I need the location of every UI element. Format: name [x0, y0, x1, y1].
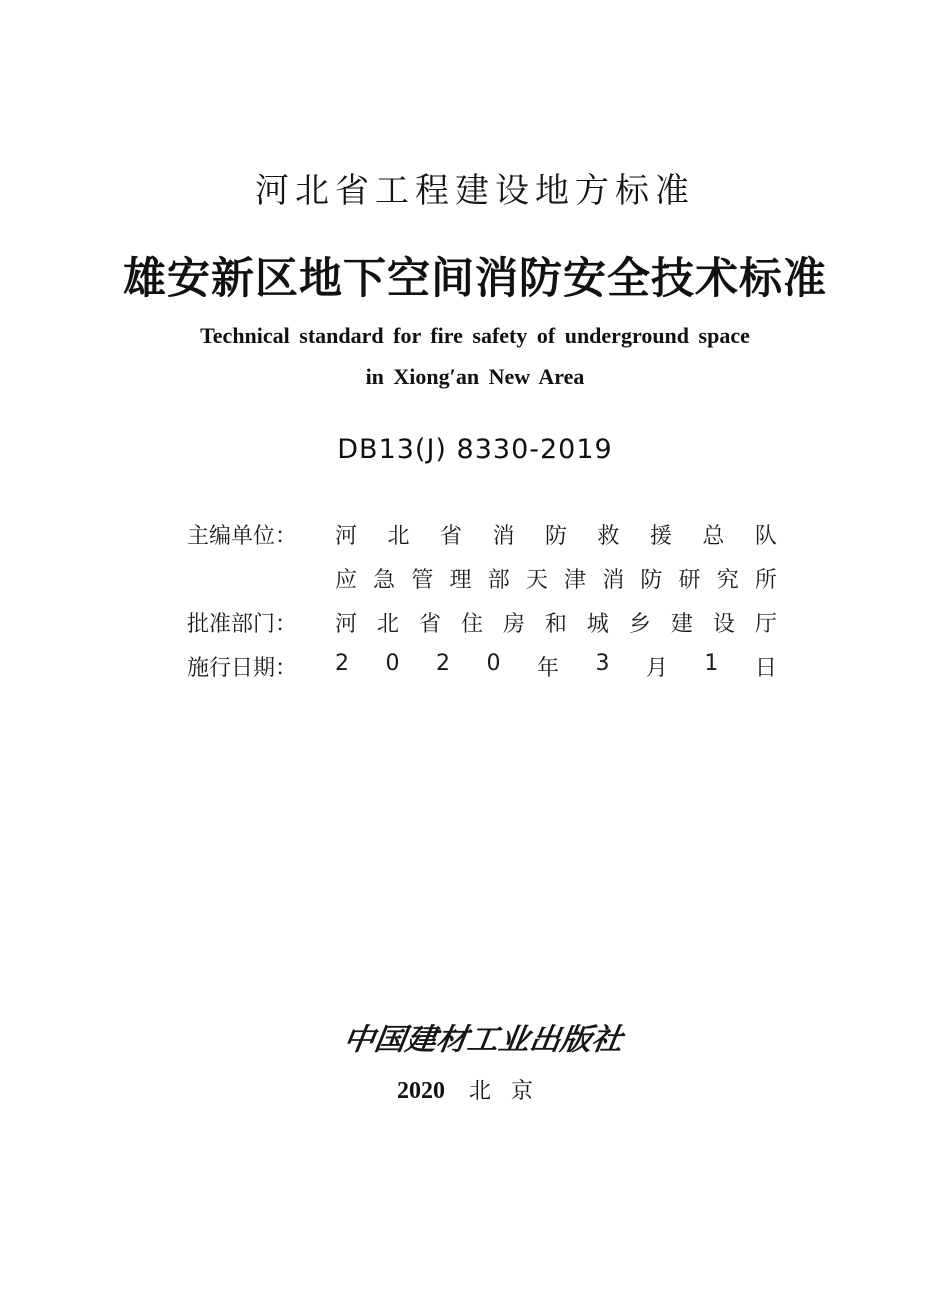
effective-date-value-char: 3	[595, 650, 610, 676]
publisher-logo	[340, 1015, 625, 1057]
editor-organization-1-char: 防	[544, 523, 567, 549]
editor-organization-2-char: 津	[564, 567, 587, 593]
effective-date-value-char: 日	[754, 655, 777, 681]
approval-department-char: 河	[335, 611, 358, 637]
effective-date-value	[335, 651, 777, 682]
approval-department-char: 和	[544, 611, 567, 637]
publication-year: 2020	[396, 1078, 445, 1104]
effective-date-value-char: 年	[536, 655, 559, 681]
approval-department-char: 住	[460, 611, 483, 637]
effective-date-value-char: 2	[335, 650, 349, 676]
series-title: 河北省工程建设地方标准	[255, 171, 695, 211]
publisher-name: 中国建材工业出版社	[340, 1022, 625, 1057]
editor-organization-1-char: 省	[439, 523, 462, 549]
approval-department-char: 建	[670, 611, 693, 637]
standard-code: DB13(J) 8330-2019	[337, 434, 613, 465]
editor-organization-2-char: 研	[678, 567, 701, 593]
approval-department-char: 厅	[754, 611, 777, 637]
approval-row	[187, 600, 787, 644]
approval-department-char: 设	[712, 611, 735, 637]
effective-date-value-char: 1	[704, 650, 719, 676]
editor-organization-1-char: 河	[335, 523, 358, 549]
english-title-line-2: in Xiong′an New Area	[365, 364, 585, 389]
editor-organization-2-char: 消	[602, 567, 625, 593]
editor-organization-1-char: 队	[754, 523, 777, 549]
editor-organization-2-char: 管	[411, 567, 434, 593]
editor-label: 主编单位：	[187, 523, 298, 549]
effective-date-value-char: 月	[645, 655, 668, 681]
editor-organization-1	[335, 519, 777, 550]
editor-organization-2-char: 究	[716, 567, 739, 593]
editor-organization-1-char: 救	[597, 523, 620, 549]
editor-organization-1-char: 北	[387, 523, 410, 549]
approval-department-char: 北	[376, 611, 399, 637]
editor-organization-2-char: 所	[754, 567, 777, 593]
editor-organization-2-char: 天	[525, 567, 548, 593]
effective-date-value-char: 0	[385, 650, 400, 676]
editor-organization-1-char: 总	[702, 523, 725, 549]
english-title-line-1: Technical standard for fire safety of underground space	[200, 323, 750, 348]
editor-row-2	[187, 556, 787, 600]
approval-department-char: 城	[586, 611, 609, 637]
editor-organization-1-char: 消	[492, 523, 515, 549]
document-info	[187, 512, 787, 688]
editor-row-1	[187, 512, 787, 556]
imprint	[0, 1074, 950, 1105]
editor-organization-2	[335, 563, 777, 594]
publication-city: 北京	[468, 1079, 553, 1104]
approval-department-char: 乡	[628, 611, 651, 637]
editor-organization-2-char: 防	[640, 567, 663, 593]
effective-date-label: 施行日期：	[187, 655, 298, 681]
editor-organization-2-char: 理	[449, 567, 472, 593]
approval-label: 批准部门：	[187, 611, 298, 637]
effective-date-value-char: 2	[435, 650, 450, 676]
approval-department-char: 房	[502, 611, 525, 637]
editor-organization-1-char: 援	[649, 523, 672, 549]
effective-date-value-char: 0	[486, 650, 501, 676]
approval-department-char: 省	[418, 611, 441, 637]
editor-organization-2-char: 应	[335, 567, 358, 593]
chinese-title: 雄安新区地下空间消防安全技术标准	[123, 254, 827, 304]
editor-organization-2-char: 急	[373, 567, 396, 593]
effective-date-row	[187, 644, 787, 688]
approval-department	[335, 607, 777, 638]
editor-organization-2-char: 部	[487, 567, 510, 593]
